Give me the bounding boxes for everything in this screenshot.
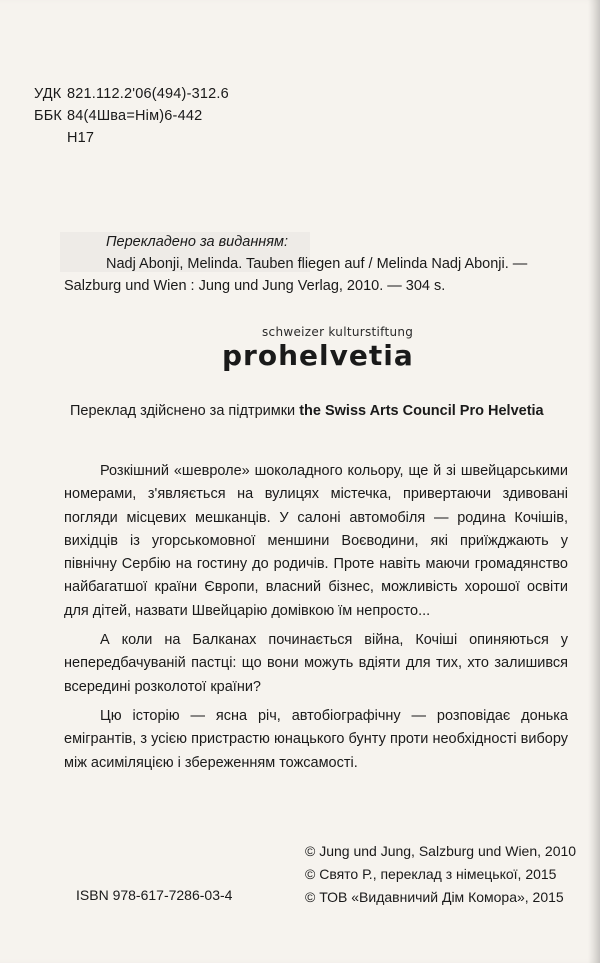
bbk-row (34, 105, 229, 127)
page-edge-shadow (588, 0, 600, 963)
book-annotation (64, 460, 568, 781)
udk-value: 821.112.2'06(494)-312.6 (67, 86, 229, 102)
classification-codes (34, 83, 229, 149)
copyright-line-3: © ТОВ «Видавничий Дім Комора», 2015 (305, 889, 564, 905)
annotation-paragraph-1: Розкішний «шевроле» шоколадного кольору, ще й зі швейцарськими номерами, з'являється на вулицях містечка, привертаючи здивовані погляди місцевих мешканців. У салоні автомобіля — родина Кочішів, вихідців із угорськомовної меншини Воєводини, які приїжджають у північну Сербію на гостину до родичів. Проте навіть маючи громадянство найбагатшої країни Європи, власний бізнес, можливість хорошої освіти для дітей, назвати Швейцарію домівкою їм непросто... (64, 463, 568, 619)
support-prefix: Переклад здійснено за підтримки (70, 403, 300, 419)
isbn: ISBN 978-617-7286-03-4 (76, 887, 233, 903)
logo-subtitle: schweizer kulturstiftung (262, 325, 414, 339)
source-edition (64, 231, 584, 297)
author-mark: Н17 (67, 130, 95, 146)
udk-label: УДК (34, 86, 62, 102)
bbk-value: 84(4Шва=Нім)6-442 (67, 108, 203, 124)
source-intro: Перекладено за виданням: (106, 234, 288, 250)
annotation-paragraph-3: Цю історію — ясна річ, автобіографічну — розповідає донька емігрантів, з усією пристрастю юнацького бунту проти необхідності вибору між асиміляцією і збереженням тожсамості. (64, 707, 568, 771)
source-line-2: Salzburg und Wien : Jung und Jung Verlag, 2010. — 304 s. (64, 278, 446, 294)
copyright-block (305, 840, 576, 909)
source-line-1: Nadj Abonji, Melinda. Tauben fliegen auf / Melinda Nadj Abonji. — (106, 256, 528, 272)
copyright-line-2: © Свято Р., переклад з німецької, 2015 (305, 866, 557, 882)
udk-row (34, 83, 229, 105)
copyright-line-1: © Jung und Jung, Salzburg und Wien, 2010 (305, 843, 577, 859)
logo-wordmark: prohelvetia (222, 339, 414, 372)
translation-support-note (70, 403, 544, 419)
annotation-paragraph-2: А коли на Балканах починається війна, Кочіші опиняються у непередбачуваній пастці: що вони можуть вдіяти для тих, хто залишився всередині розколотої країни? (64, 632, 568, 695)
bbk-label: ББК (34, 108, 63, 124)
support-org: the Swiss Arts Council Pro Helvetia (299, 403, 544, 419)
